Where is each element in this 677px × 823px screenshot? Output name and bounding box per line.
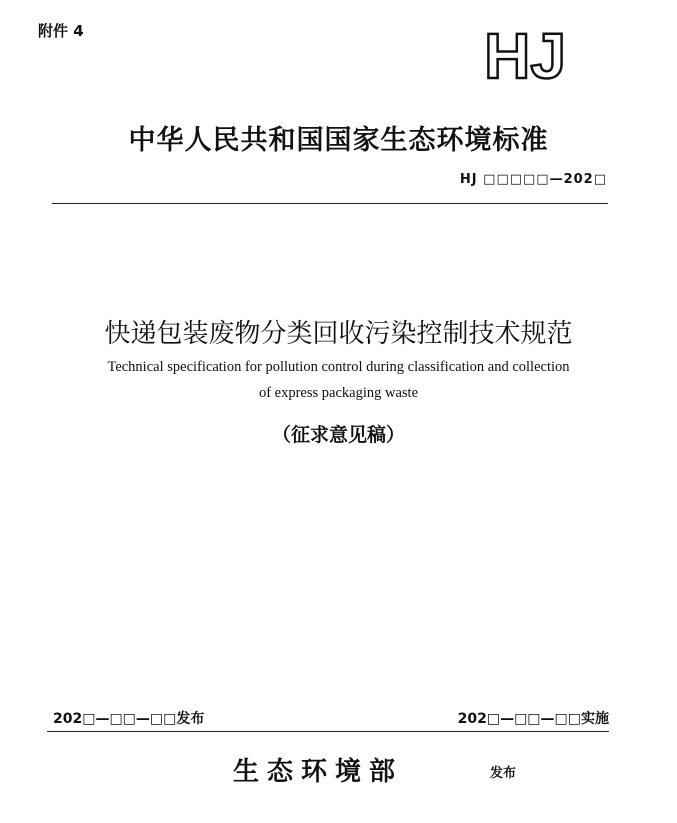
hj-logo	[470, 24, 580, 84]
issue-date: 202□—□□—□□发布	[53, 711, 205, 727]
hj-logo-graphic	[470, 24, 580, 84]
standard-number: HJ □□□□□—202□	[459, 172, 607, 187]
document-title-en-line1: Technical specification for pollution control during classification and collection	[107, 359, 570, 375]
standard-title: 中华人民共和国国家生态环境标准	[128, 125, 549, 156]
header-divider	[52, 203, 608, 204]
document-title-en-line2: of express packaging waste	[258, 385, 419, 401]
ministry-name: 生态环境部	[233, 757, 404, 787]
document-title-cn: 快递包装废物分类回收污染控制技术规范	[104, 319, 573, 349]
hj-logo-text: HJ	[484, 24, 566, 84]
footer-divider	[47, 731, 609, 732]
implementation-date: 202□—□□—□□实施	[457, 711, 609, 727]
attachment-label: 附件 4	[38, 22, 84, 40]
draft-label: （征求意见稿）	[271, 424, 405, 446]
publish-label: 发布	[490, 766, 517, 781]
